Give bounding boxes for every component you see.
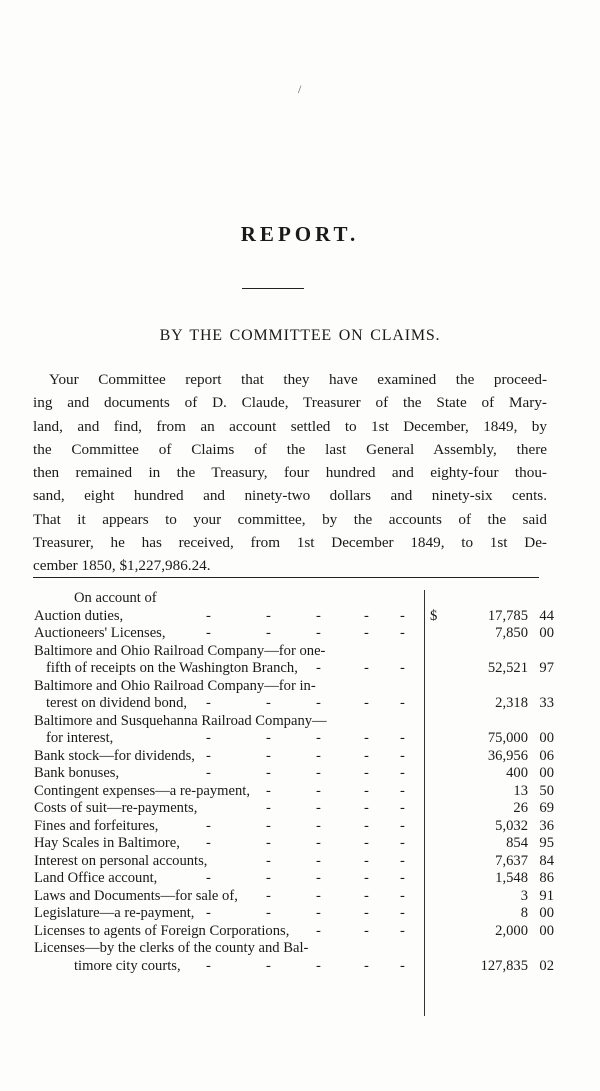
leader-dash: - [364, 782, 369, 799]
leader-dash: - [364, 607, 369, 624]
leader-dash: - [316, 817, 321, 834]
amount-dollars: 17,785 [487, 607, 528, 624]
table-row [34, 835, 554, 853]
page-title: REPORT. [240, 222, 360, 246]
table-row [34, 853, 554, 871]
leader-dash: - [364, 835, 369, 851]
amount-cents: 36 [539, 817, 554, 834]
leader-dash: - [316, 660, 321, 676]
table-row [34, 818, 554, 836]
paragraph-line: sand, eight hundred and ninety-two dollars and ninety-six cents. [33, 487, 547, 505]
table-row [34, 888, 554, 906]
leader-dash: - [266, 887, 271, 904]
row-amount [444, 958, 554, 976]
leader-dash: - [400, 870, 405, 886]
leader-dash: - [266, 782, 271, 799]
table-row [34, 748, 554, 766]
row-amount [444, 853, 554, 871]
row-amount [444, 783, 554, 801]
table-intro: On account of [74, 590, 157, 606]
paragraph-line: Treasurer, he has received, from 1st December 1849, to 1st De- [33, 534, 547, 552]
paragraph-line: then remained in the Treasury, four hundred and eighty-four thou- [33, 464, 547, 482]
leader-dash: - [206, 730, 211, 746]
receipts-table [34, 590, 554, 975]
amount-cents: 02 [539, 957, 554, 974]
row-amount [444, 608, 554, 626]
leader-dash: - [364, 747, 369, 764]
row-label: Baltimore and Susquehanna Railroad Company— [34, 712, 327, 729]
leader-dash: - [206, 905, 211, 921]
leader-dash: - [266, 625, 271, 641]
row-amount [444, 625, 554, 643]
currency-sign: $ [430, 607, 438, 624]
leader-dash: - [400, 782, 405, 799]
amount-dollars: 5,032 [495, 817, 528, 834]
leader-dash: - [266, 765, 271, 781]
leader-dash: - [266, 817, 271, 834]
amount-cents: 00 [539, 765, 554, 781]
amount-dollars: 7,850 [495, 625, 528, 641]
paragraph-line: cember 1850, $1,227,986.24. [33, 557, 211, 575]
row-amount [444, 660, 554, 678]
paragraph-line: That it appears to your committee, by the accounts of the said [33, 510, 547, 528]
row-amount [444, 818, 554, 836]
leader-dash: - [266, 730, 271, 746]
row-label: Bank bonuses, [34, 765, 120, 781]
leader-dash: - [364, 922, 369, 939]
row-label: Fines and forfeitures, [34, 817, 159, 834]
amount-cents: 44 [539, 607, 554, 624]
paragraph-line: Your Committee report that they have examined the proceed- [49, 371, 547, 388]
amount-dollars: 7,637 [495, 852, 528, 869]
row-label: Costs of suit—re-payments, [34, 800, 198, 816]
row-label: Legislature—a re-payment, [34, 905, 195, 921]
leader-dash: - [266, 607, 271, 624]
amount-cents: 00 [539, 922, 554, 939]
leader-dash: - [364, 695, 369, 711]
row-amount [444, 800, 554, 818]
leader-dash: - [206, 695, 211, 711]
row-label: Auctioneers' Licenses, [34, 625, 166, 641]
leader-dash: - [316, 782, 321, 799]
leader-dash: - [316, 852, 321, 869]
amount-cents: 84 [539, 852, 554, 869]
amount-cents: 00 [539, 730, 554, 746]
leader-dash: - [266, 870, 271, 886]
header-mark: / [298, 82, 302, 96]
amount-dollars: 854 [506, 835, 528, 851]
table-row [34, 800, 554, 818]
table-row [34, 940, 554, 958]
leader-dash: - [364, 765, 369, 781]
leader-dash: - [364, 887, 369, 904]
leader-dash: - [316, 957, 321, 974]
leader-dash: - [266, 835, 271, 851]
leader-dash: - [364, 817, 369, 834]
row-label: Licenses—by the clerks of the county and Bal- [34, 940, 309, 956]
row-amount [444, 870, 554, 888]
leader-dash: - [266, 747, 271, 764]
table-intro-row [34, 590, 554, 608]
leader-dash: - [400, 730, 405, 746]
row-amount [444, 765, 554, 783]
table-row [34, 695, 554, 713]
amount-cents: 69 [539, 800, 554, 816]
leader-dash: - [316, 695, 321, 711]
amount-dollars: 400 [506, 765, 528, 781]
leader-dash: - [400, 922, 405, 939]
report-paragraph [33, 368, 547, 578]
row-amount [444, 695, 554, 713]
leader-dash: - [364, 870, 369, 886]
leader-dash: - [206, 747, 211, 764]
leader-dash: - [316, 607, 321, 624]
table-row [34, 958, 554, 976]
leader-dash: - [364, 905, 369, 921]
amount-dollars: 26 [513, 800, 528, 816]
row-amount [444, 888, 554, 906]
row-amount [444, 748, 554, 766]
leader-dash: - [400, 607, 405, 624]
row-label: Land Office account, [34, 870, 158, 886]
amount-dollars: 52,521 [487, 660, 528, 676]
row-label: Interest on personal accounts, [34, 852, 208, 869]
row-label: fifth of receipts on the Washington Branch, [46, 660, 298, 676]
amount-dollars: 75,000 [487, 730, 528, 746]
table-row [34, 660, 554, 678]
section-rule [33, 577, 539, 578]
table-row [34, 730, 554, 748]
leader-dash: - [266, 905, 271, 921]
leader-dash: - [400, 625, 405, 641]
title-rule [242, 288, 304, 289]
leader-dash: - [400, 957, 405, 974]
leader-dash: - [316, 870, 321, 886]
leader-dash: - [316, 835, 321, 851]
row-label: terest on dividend bond, [46, 695, 188, 711]
row-label: Auction duties, [34, 607, 124, 624]
row-amount [444, 835, 554, 853]
leader-dash: - [364, 730, 369, 746]
leader-dash: - [206, 957, 211, 974]
leader-dash: - [206, 607, 211, 624]
table-row [34, 905, 554, 923]
leader-dash: - [266, 695, 271, 711]
row-label: Contingent expenses—a re-payment, [34, 782, 251, 799]
leader-dash: - [400, 695, 405, 711]
leader-dash: - [316, 730, 321, 746]
row-amount [444, 905, 554, 923]
row-label: Baltimore and Ohio Railroad Company—for in- [34, 677, 316, 694]
leader-dash: - [206, 870, 211, 886]
leader-dash: - [400, 800, 405, 816]
leader-dash: - [316, 765, 321, 781]
table-row [34, 678, 554, 696]
row-amount [444, 730, 554, 748]
table-row [34, 783, 554, 801]
amount-cents: 97 [539, 660, 554, 676]
report-subtitle: BY THE COMMITTEE ON CLAIMS. [159, 327, 441, 344]
leader-dash: - [206, 765, 211, 781]
amount-dollars: 13 [513, 782, 528, 799]
leader-dash: - [364, 800, 369, 816]
amount-cents: 33 [539, 695, 554, 711]
row-label: Baltimore and Ohio Railroad Company—for one- [34, 642, 326, 659]
row-label: for interest, [46, 730, 114, 746]
amount-dollars: 36,956 [487, 747, 528, 764]
leader-dash: - [206, 817, 211, 834]
leader-dash: - [316, 625, 321, 641]
row-amount [444, 923, 554, 941]
row-label: timore city courts, [74, 957, 181, 974]
row-label: Licenses to agents of Foreign Corporations, [34, 922, 290, 939]
leader-dash: - [206, 625, 211, 641]
amount-dollars: 127,835 [480, 957, 528, 974]
amount-dollars: 2,318 [495, 695, 528, 711]
leader-dash: - [316, 887, 321, 904]
leader-dash: - [400, 765, 405, 781]
amount-cents: 50 [539, 782, 554, 799]
leader-dash: - [400, 905, 405, 921]
leader-dash: - [316, 922, 321, 939]
leader-dash: - [400, 887, 405, 904]
table-row [34, 608, 554, 626]
paragraph-line: the Committee of Claims of the last General Assembly, there [33, 440, 547, 458]
leader-dash: - [400, 852, 405, 869]
table-row [34, 625, 554, 643]
table-row [34, 713, 554, 731]
paragraph-line: ing and documents of D. Claude, Treasurer of the State of Mary- [33, 394, 547, 412]
amount-cents: 95 [539, 835, 554, 851]
table-row [34, 923, 554, 941]
row-label: Hay Scales in Baltimore, [34, 835, 180, 851]
leader-dash: - [266, 800, 271, 816]
leader-dash: - [316, 905, 321, 921]
leader-dash: - [364, 625, 369, 641]
table-row [34, 643, 554, 661]
amount-dollars: 8 [520, 905, 528, 921]
row-label: Bank stock—for dividends, [34, 747, 195, 764]
amount-dollars: 1,548 [495, 870, 528, 886]
table-row [34, 765, 554, 783]
table-row [34, 870, 554, 888]
amount-cents: 86 [539, 870, 554, 886]
amount-cents: 91 [539, 887, 554, 904]
leader-dash: - [400, 747, 405, 764]
paragraph-line: land, and find, from an account settled to 1st December, 1849, by [33, 417, 547, 435]
amount-cents: 00 [539, 905, 554, 921]
leader-dash: - [400, 817, 405, 834]
leader-dash: - [364, 660, 369, 676]
leader-dash: - [316, 747, 321, 764]
amount-dollars: 3 [520, 887, 528, 904]
leader-dash: - [206, 835, 211, 851]
amount-dollars: 2,000 [495, 922, 528, 939]
leader-dash: - [400, 660, 405, 676]
leader-dash: - [364, 852, 369, 869]
leader-dash: - [364, 957, 369, 974]
leader-dash: - [266, 957, 271, 974]
leader-dash: - [316, 800, 321, 816]
amount-cents: 06 [539, 747, 554, 764]
row-label: Laws and Documents—for sale of, [34, 887, 238, 904]
leader-dash: - [266, 852, 271, 869]
amount-cents: 00 [539, 625, 554, 641]
leader-dash: - [400, 835, 405, 851]
